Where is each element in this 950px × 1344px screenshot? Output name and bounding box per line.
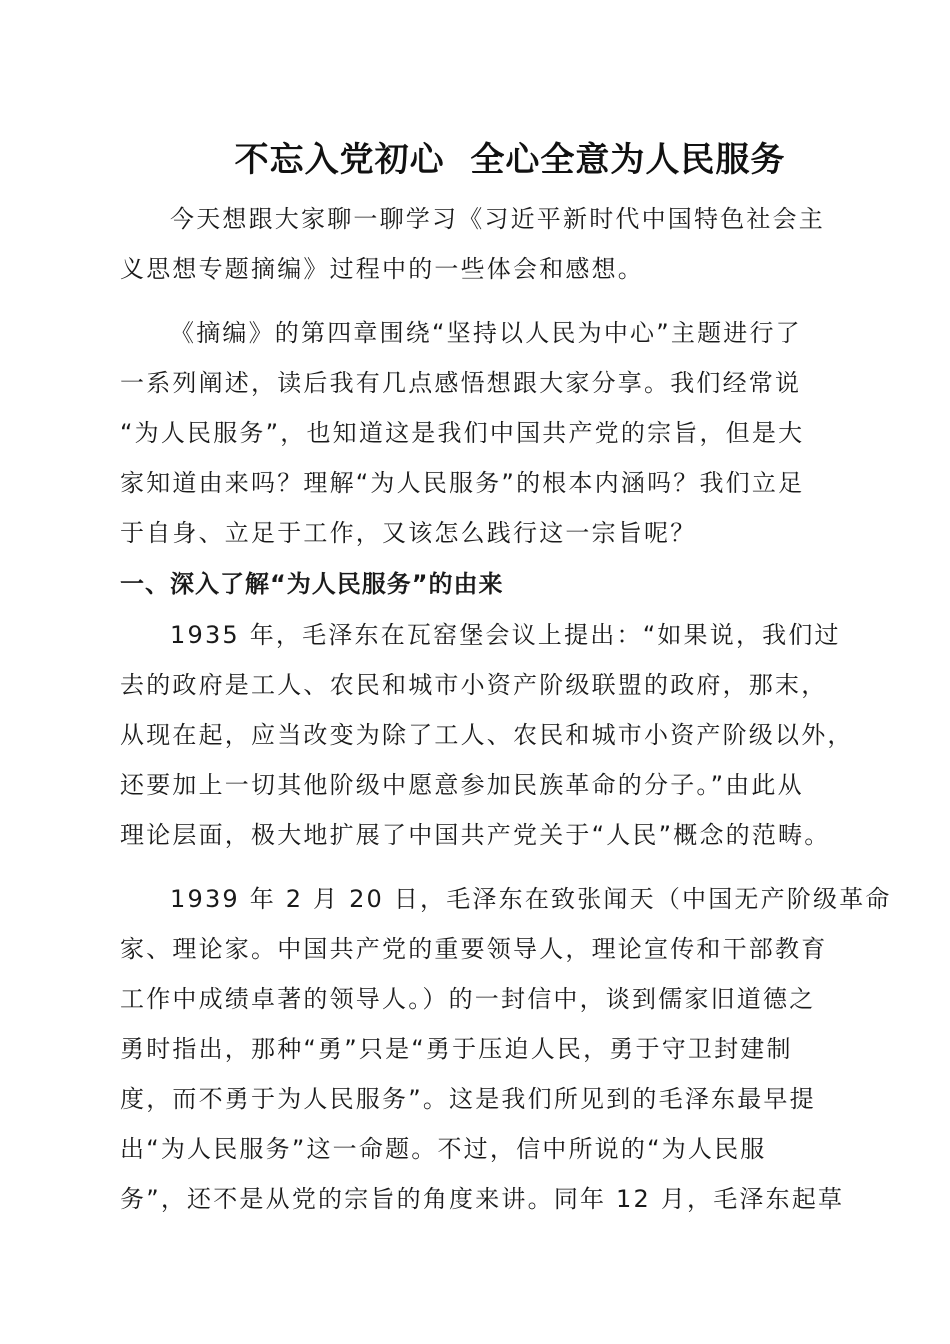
text-line: 1939 年 2 月 20 日，毛泽东在致张闻天（中国无产阶级革命 xyxy=(170,885,892,913)
text-line: 从现在起，应当改变为除了工人、农民和城市小资产阶级以外， xyxy=(120,721,854,749)
text-line: 今天想跟大家聊一聊学习《习近平新时代中国特色社会主 xyxy=(170,205,825,233)
section-heading: 一、深入了解“为人民服务”的由来 xyxy=(120,570,504,598)
text-line: “为人民服务”，也知道这是我们中国共产党的宗旨，但是大 xyxy=(120,419,805,447)
document-title: 不忘入党初心 全心全意为人民服务 xyxy=(234,140,786,180)
text-line: 去的政府是工人、农民和城市小资产阶级联盟的政府，那末， xyxy=(120,671,828,699)
text-line: 1935 年，毛泽东在瓦窑堡会议上提出：“如果说，我们过 xyxy=(170,621,841,649)
paragraph xyxy=(120,610,854,860)
text-line: 理论层面，极大地扩展了中国共产党关于“人民”概念的范畴。 xyxy=(120,821,831,849)
text-line: 于自身、立足于工作，又该怎么践行这一宗旨呢？ xyxy=(120,519,697,547)
text-line: 还要加上一切其他阶级中愿意参加民族革命的分子。”由此从 xyxy=(120,771,804,799)
text-line: 家知道由来吗？理解“为人民服务”的根本内涵吗？我们立足 xyxy=(120,469,805,497)
paragraph xyxy=(120,194,825,294)
text-line: 家、理论家。中国共产党的重要领导人，理论宣传和干部教育 xyxy=(120,935,828,963)
document-body xyxy=(120,194,892,1224)
text-line: 一系列阐述，读后我有几点感悟想跟大家分享。我们经常说 xyxy=(120,369,802,397)
text-line: 义思想专题摘编》过程中的一些体会和感想。 xyxy=(120,255,644,283)
text-line: 工作中成绩卓著的领导人。）的一封信中，谈到儒家旧道德之 xyxy=(120,985,816,1013)
text-line: 勇时指出，那种“勇”只是“勇于压迫人民，勇于守卫封建制 xyxy=(120,1035,793,1063)
text-line: 出“为人民服务”这一命题。不过，信中所说的“为人民服 xyxy=(120,1135,767,1163)
paragraph xyxy=(120,874,892,1224)
paragraph xyxy=(120,308,825,558)
text-line: 《摘编》的第四章围绕“坚持以人民为中心”主题进行了 xyxy=(170,319,802,347)
text-line: 度，而不勇于为人民服务”。这是我们所见到的毛泽东最早提 xyxy=(120,1085,816,1113)
text-line: 务”，还不是从党的宗旨的角度来讲。同年 12 月，毛泽东起草 xyxy=(120,1185,845,1213)
